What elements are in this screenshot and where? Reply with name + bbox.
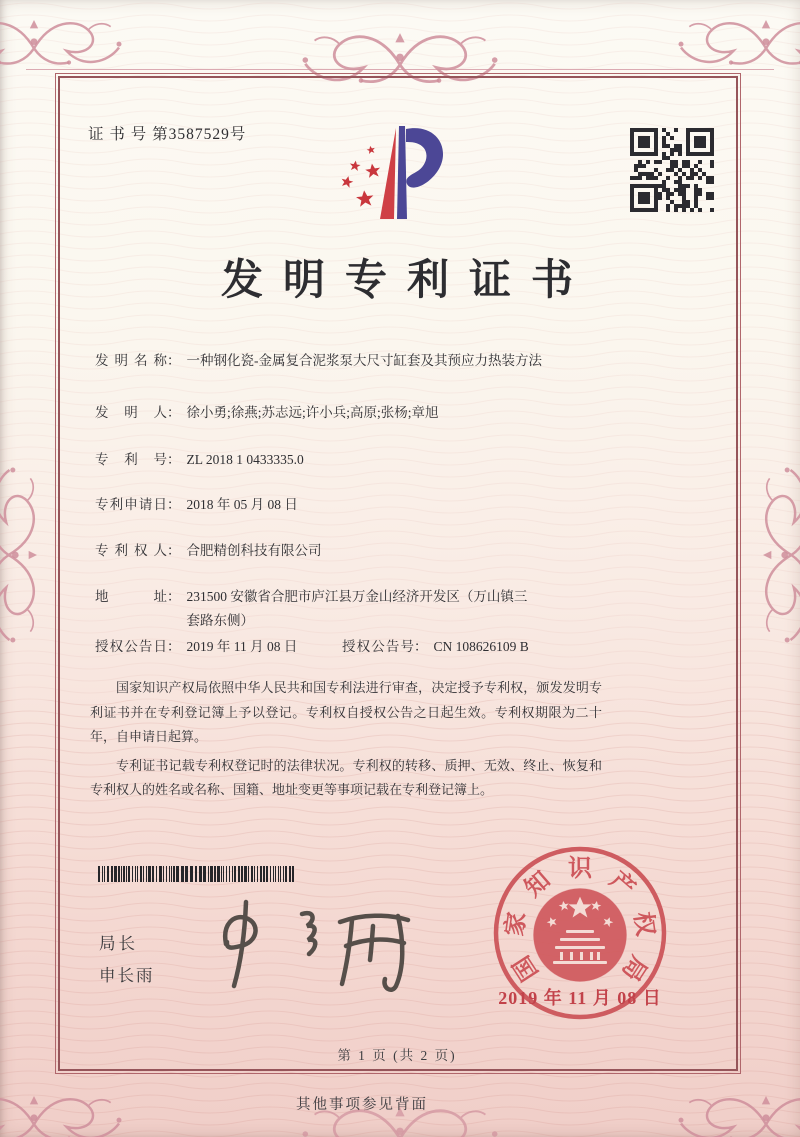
- field-label: 发明名称: [95, 353, 167, 368]
- director-title: 局长: [99, 935, 138, 953]
- field-value: 231500 安徽省合肥市庐江县万金山经济开发区（万山镇三套路东侧）: [186, 589, 528, 628]
- field-label: 授权公告号: [342, 639, 414, 654]
- seal-char: 知: [520, 867, 556, 903]
- field-label: 地址: [95, 589, 167, 604]
- field-colon: ：: [414, 639, 428, 654]
- seal-char: 国: [508, 950, 544, 986]
- field-label: 专利权人: [95, 543, 167, 558]
- seal-char: 权: [628, 910, 658, 938]
- lace-ornament-icon: [0, 455, 47, 655]
- field-value: ZL 2018 1 0433335.0: [186, 452, 304, 467]
- director-signature-icon: [212, 888, 422, 1000]
- barcode-image: [98, 866, 300, 882]
- director-name: 申长雨: [99, 967, 155, 985]
- seal-char: 产: [604, 867, 640, 903]
- field-filing-date: [95, 493, 298, 517]
- field-colon: ：: [167, 353, 181, 368]
- field-label: 专利号: [95, 452, 167, 467]
- field-invention-name: [95, 349, 542, 373]
- seal-char: 识: [568, 856, 592, 882]
- certificate-title: 发明专利证书: [220, 258, 593, 304]
- field-colon: ：: [167, 639, 181, 654]
- field-colon: ：: [167, 589, 181, 604]
- field-value: 合肥精创科技有限公司: [186, 543, 322, 558]
- legal-paragraph: 国家知识产权局依照中华人民共和国专利法进行审查，决定授予专利权，颁发发明专利证书并在专利登记簿上予以登记。专利权自授权公告之日起生效。专利权期限为二十年，自申请日起算。: [90, 680, 602, 744]
- certificate-number: 证 书 号 第3587529号: [88, 126, 247, 143]
- seal-char: 家: [502, 910, 532, 938]
- field-label: 专利申请日: [95, 497, 167, 512]
- field-value: 一种钢化瓷-金属复合泥浆泵大尺寸缸套及其预应力热装方法: [186, 353, 542, 368]
- lace-ornament-icon: [666, 10, 800, 80]
- seal-char: 局: [616, 950, 652, 986]
- field-patent-number: [95, 448, 304, 472]
- field-grant-row: [95, 635, 529, 659]
- field-inventors: [95, 401, 439, 425]
- field-value: 2019 年 11 月 08 日: [186, 639, 298, 654]
- field-value: CN 108626109 B: [433, 639, 529, 654]
- seal-date: 2019 年 11 月 08 日: [498, 988, 662, 1008]
- field-label: 授权公告日: [95, 639, 167, 654]
- back-note: 其他事项参见背面: [296, 1097, 428, 1113]
- field-value: 2018 年 05 月 08 日: [186, 497, 298, 512]
- lace-ornament-icon: [0, 10, 134, 80]
- cnipa-logo-icon: [336, 123, 452, 223]
- lace-ornament-icon: [753, 455, 800, 655]
- field-value: 徐小勇;徐燕;苏志远;许小兵;高原;张杨;章旭: [186, 405, 439, 420]
- qr-code-image: [630, 128, 714, 212]
- national-emblem-icon: [533, 888, 627, 982]
- field-patentee: [95, 539, 322, 563]
- field-grant-number: [342, 635, 529, 659]
- page-number: 第 1 页 (共 2 页): [337, 1048, 457, 1063]
- field-colon: ：: [167, 497, 181, 512]
- field-address: [95, 585, 539, 633]
- legal-text: [90, 676, 602, 807]
- legal-paragraph: 专利证书记载专利权登记时的法律状况。专利权的转移、质押、无效、终止、恢复和专利权人的姓名或名称、国籍、地址变更等事项记载在专利登记簿上。: [90, 757, 602, 797]
- lace-ornament-icon: [666, 1086, 800, 1137]
- field-colon: ：: [167, 543, 181, 558]
- field-colon: ：: [167, 405, 181, 420]
- field-colon: ：: [167, 452, 181, 467]
- field-label: 发明人: [95, 405, 167, 420]
